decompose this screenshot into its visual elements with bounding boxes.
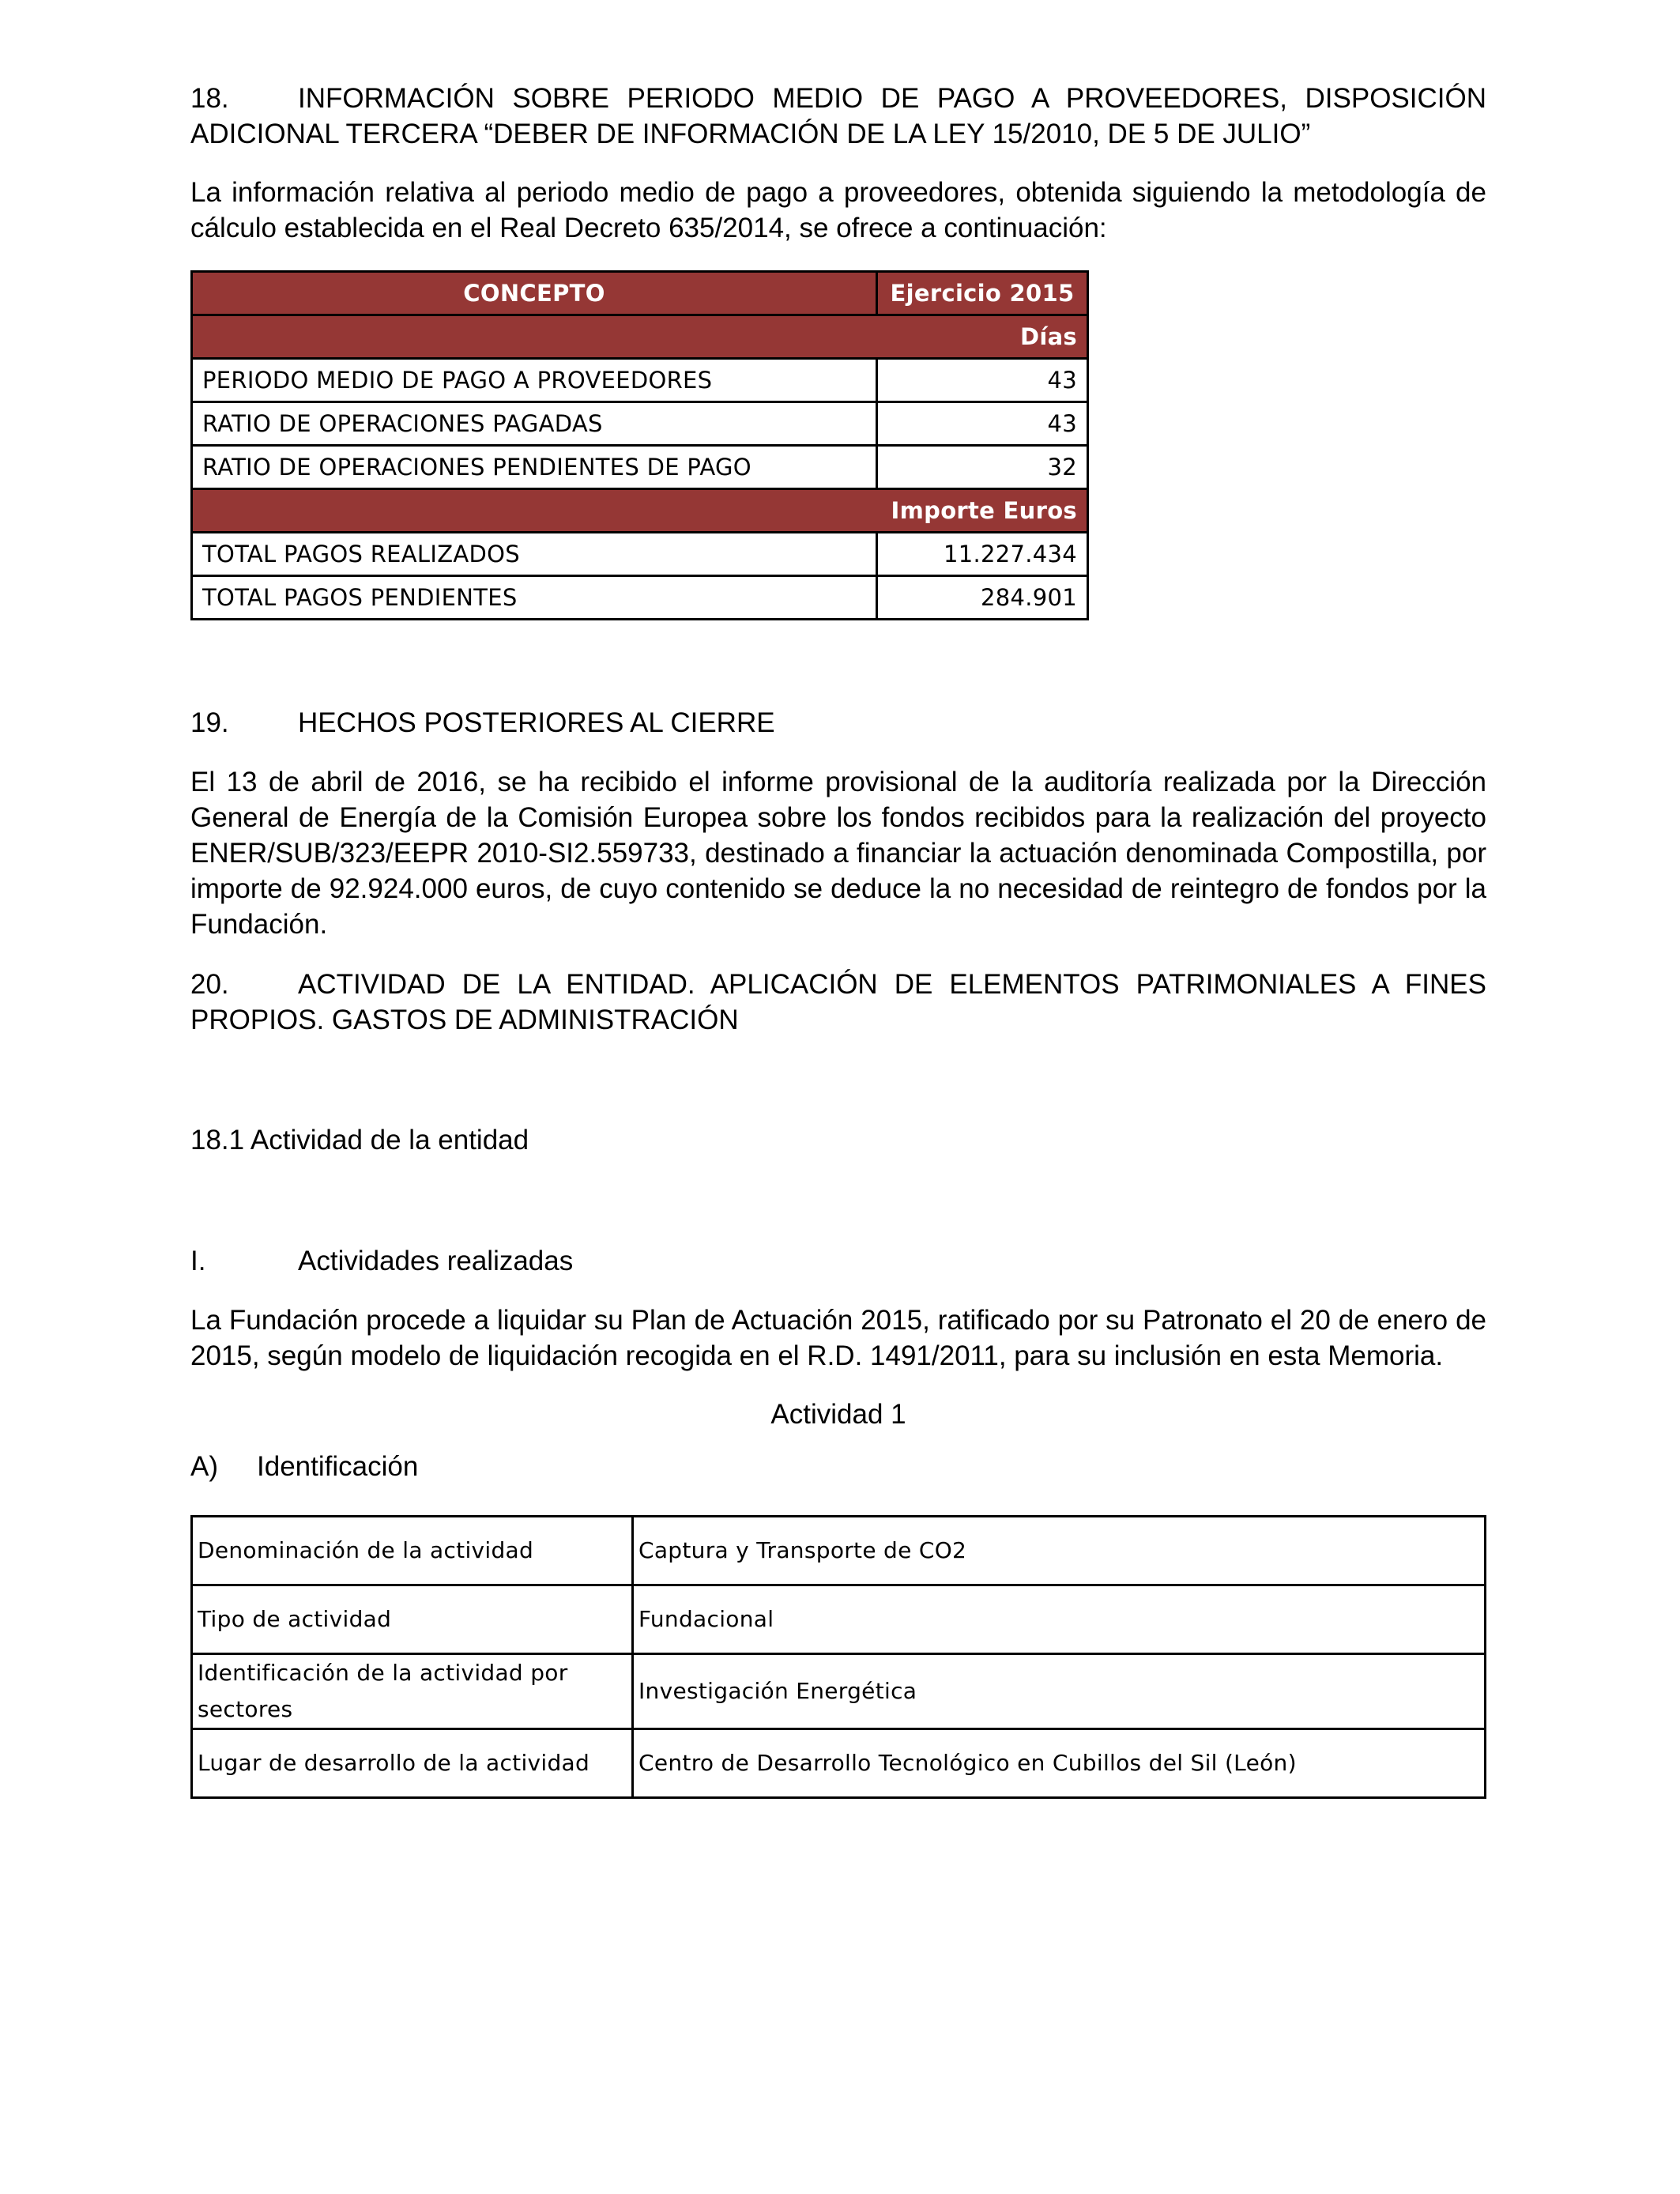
section-title: ACTIVIDAD DE LA ENTIDAD. APLICACIÓN DE ELEMENTOS PATRIMONIALES A FINES PROPIOS. GASTOS DE ADMINISTRACIÓN xyxy=(190,969,1486,1035)
row-value: Centro de Desarrollo Tecnológico en Cubillos del Sil (León) xyxy=(633,1729,1486,1798)
section-19-body: El 13 de abril de 2016, se ha recibido el informe provisional de la auditoría realizada por la Dirección General de Energía de la Comisión Europea sobre los fondos recibidos para la realización del proyecto ENER/SUB/323/EEPR 2010-SI2.559733, destinado a financiar la actuación denominada Compostilla, por importe de 92.924.000 euros, de cuyo contenido se deduce la no necesidad de reintegro de fondos por la Fundación. xyxy=(190,767,1486,940)
section-I-body: La Fundación procede a liquidar su Plan de Actuación 2015, ratificado por su Patronato el 20 de enero de 2015, según modelo de liquidación recogida en el R.D. 1491/2011, para su inclusión en esta Memoria. xyxy=(190,1305,1486,1371)
row-value: Captura y Transporte de CO2 xyxy=(633,1517,1486,1585)
section-A-heading xyxy=(190,1449,1486,1484)
section-number: 20. xyxy=(190,969,229,1000)
table-row xyxy=(192,1654,1486,1729)
row-label: TOTAL PAGOS PENDIENTES xyxy=(192,576,877,620)
subheader-row-euros xyxy=(192,489,1088,533)
section-title: Identificación xyxy=(257,1451,419,1482)
section-18-heading xyxy=(190,81,1486,152)
row-value: Investigación Energética xyxy=(633,1654,1486,1729)
section-I-heading xyxy=(190,1243,1486,1279)
row-key: Denominación de la actividad xyxy=(192,1517,633,1585)
row-value: 43 xyxy=(877,359,1088,402)
subheader-days: Días xyxy=(192,315,1088,359)
section-title: Actividades realizadas xyxy=(298,1246,574,1276)
table-header-row xyxy=(192,272,1088,315)
header-year: Ejercicio 2015 xyxy=(877,272,1088,315)
subheader-euros: Importe Euros xyxy=(192,489,1088,533)
row-value: 43 xyxy=(877,402,1088,446)
row-key: Tipo de actividad xyxy=(192,1585,633,1654)
table-row xyxy=(192,402,1088,446)
table-row xyxy=(192,1517,1486,1585)
row-label: RATIO DE OPERACIONES PENDIENTES DE PAGO xyxy=(192,446,877,489)
section-18-intro: La información relativa al periodo medio de pago a proveedores, obtenida siguiendo la metodología de cálculo establecida en el Real Decreto 635/2014, se ofrece a continuación: xyxy=(190,177,1486,243)
row-label: RATIO DE OPERACIONES PAGADAS xyxy=(192,402,877,446)
section-20-heading xyxy=(190,967,1486,1038)
table-row xyxy=(192,359,1088,402)
row-value: 32 xyxy=(877,446,1088,489)
row-key: Lugar de desarrollo de la actividad xyxy=(192,1729,633,1798)
header-concept: CONCEPTO xyxy=(192,272,877,315)
section-title: INFORMACIÓN SOBRE PERIODO MEDIO DE PAGO A PROVEEDORES, DISPOSICIÓN ADICIONAL TERCERA “DEBER DE INFORMACIÓN DE LA LEY 15/2010, DE 5 DE JULIO” xyxy=(190,83,1486,149)
row-value: 11.227.434 xyxy=(877,533,1088,576)
table-row xyxy=(192,1729,1486,1798)
section-letter: A) xyxy=(190,1451,218,1482)
section-number: 18. xyxy=(190,83,229,114)
section-number: 19. xyxy=(190,707,229,738)
row-value: Fundacional xyxy=(633,1585,1486,1654)
activity-identification-table xyxy=(190,1515,1486,1799)
payment-period-table xyxy=(190,270,1089,620)
subsection-18-1-heading: 18.1 Actividad de la entidad xyxy=(190,1125,529,1155)
section-number: I. xyxy=(190,1246,206,1276)
table-row xyxy=(192,576,1088,620)
row-label: TOTAL PAGOS REALIZADOS xyxy=(192,533,877,576)
table-row xyxy=(192,533,1088,576)
document-page xyxy=(190,81,1486,1799)
table-row xyxy=(192,1585,1486,1654)
activity-title: Actividad 1 xyxy=(770,1399,906,1430)
table-row xyxy=(192,446,1088,489)
section-19-heading xyxy=(190,705,1486,741)
row-label: PERIODO MEDIO DE PAGO A PROVEEDORES xyxy=(192,359,877,402)
section-title: HECHOS POSTERIORES AL CIERRE xyxy=(298,707,775,738)
row-value: 284.901 xyxy=(877,576,1088,620)
row-key: Identificación de la actividad por sectores xyxy=(192,1654,633,1729)
subheader-row-days xyxy=(192,315,1088,359)
